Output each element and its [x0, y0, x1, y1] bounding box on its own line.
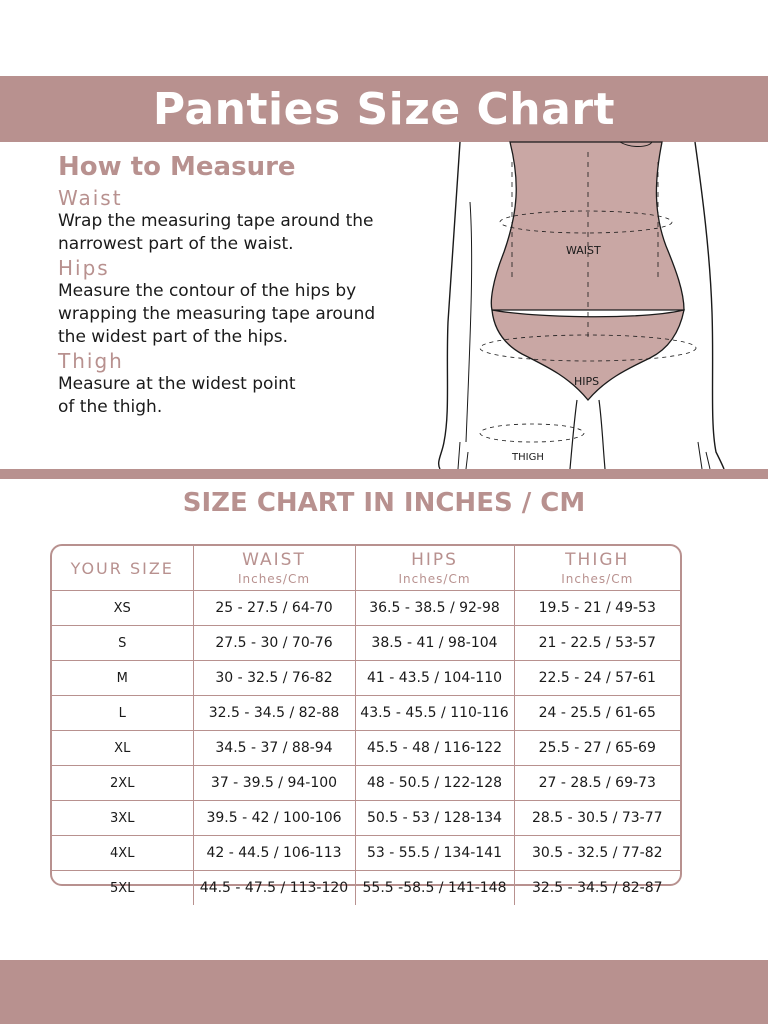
- size-cell: XS: [52, 591, 193, 626]
- waist-instruction: Wrap the measuring tape around the narrowest part of the waist.: [58, 211, 374, 254]
- thigh-cell: 27 - 28.5 / 69-73: [514, 766, 680, 801]
- table-row: [52, 731, 680, 766]
- table-row: [52, 696, 680, 731]
- table-header-row: [52, 546, 680, 591]
- thigh-cell: 22.5 - 24 / 57-61: [514, 661, 680, 696]
- thigh-heading: Thigh: [58, 349, 124, 373]
- body-measurement-illustration: [440, 142, 740, 469]
- table-row: [52, 661, 680, 696]
- hips-cell: 45.5 - 48 / 116-122: [355, 731, 514, 766]
- waist-cell: 25 - 27.5 / 64-70: [193, 591, 355, 626]
- thigh-figure-label: THIGH: [512, 452, 544, 463]
- hips-cell: 36.5 - 38.5 / 92-98: [355, 591, 514, 626]
- table-row: [52, 626, 680, 661]
- size-cell: M: [52, 661, 193, 696]
- hips-cell: 50.5 - 53 / 128-134: [355, 801, 514, 836]
- hips-cell: 41 - 43.5 / 104-110: [355, 661, 514, 696]
- waist-cell: 27.5 - 30 / 70-76: [193, 626, 355, 661]
- thigh-cell: 19.5 - 21 / 49-53: [514, 591, 680, 626]
- waist-cell: 30 - 32.5 / 76-82: [193, 661, 355, 696]
- how-to-measure-section: [58, 152, 428, 419]
- thigh-cell: 28.5 - 30.5 / 73-77: [514, 801, 680, 836]
- waist-cell: 42 - 44.5 / 106-113: [193, 836, 355, 871]
- size-chart-table: [52, 546, 680, 905]
- size-cell: L: [52, 696, 193, 731]
- column-header-waist: WAIST Inches/Cm: [193, 546, 355, 591]
- hips-cell: 55.5 -58.5 / 141-148: [355, 871, 514, 906]
- waist-heading: Waist: [58, 186, 123, 210]
- hips-cell: 43.5 - 45.5 / 110-116: [355, 696, 514, 731]
- hips-instruction: Measure the contour of the hips by wrapping the measuring tape around the widest part of the hips.: [58, 281, 376, 347]
- waist-cell: 44.5 - 47.5 / 113-120: [193, 871, 355, 906]
- column-header-size: YOUR SIZE: [52, 546, 193, 591]
- thigh-cell: 32.5 - 34.5 / 82-87: [514, 871, 680, 906]
- size-chart-title: SIZE CHART IN INCHES / CM: [182, 488, 586, 518]
- table-row: [52, 836, 680, 871]
- column-header-thigh: THIGH Inches/Cm: [514, 546, 680, 591]
- table-row: [52, 591, 680, 626]
- page-title: Panties Size Chart: [152, 83, 616, 135]
- size-cell: 3XL: [52, 801, 193, 836]
- table-row: [52, 801, 680, 836]
- table-row: [52, 766, 680, 801]
- waist-cell: 37 - 39.5 / 94-100: [193, 766, 355, 801]
- waist-cell: 39.5 - 42 / 100-106: [193, 801, 355, 836]
- size-cell: 5XL: [52, 871, 193, 906]
- size-cell: 4XL: [52, 836, 193, 871]
- thigh-cell: 25.5 - 27 / 65-69: [514, 731, 680, 766]
- column-header-hips: HIPS Inches/Cm: [355, 546, 514, 591]
- thigh-cell: 21 - 22.5 / 53-57: [514, 626, 680, 661]
- waist-cell: 32.5 - 34.5 / 82-88: [193, 696, 355, 731]
- hips-cell: 53 - 55.5 / 134-141: [355, 836, 514, 871]
- thigh-cell: 24 - 25.5 / 61-65: [514, 696, 680, 731]
- hips-cell: 38.5 - 41 / 98-104: [355, 626, 514, 661]
- body-figure-svg: [440, 142, 740, 469]
- size-cell: S: [52, 626, 193, 661]
- size-cell: 2XL: [52, 766, 193, 801]
- hips-heading: Hips: [58, 256, 110, 280]
- how-to-measure-title: How to Measure: [58, 152, 296, 182]
- size-chart-table-container: [50, 544, 682, 896]
- section-divider: [0, 469, 768, 479]
- hips-cell: 48 - 50.5 / 122-128: [355, 766, 514, 801]
- waist-figure-label: WAIST: [566, 244, 601, 257]
- thigh-instruction: Measure at the widest point of the thigh.: [58, 374, 296, 417]
- footer-band: [0, 960, 768, 1024]
- table-row: [52, 871, 680, 906]
- thigh-cell: 30.5 - 32.5 / 77-82: [514, 836, 680, 871]
- waist-cell: 34.5 - 37 / 88-94: [193, 731, 355, 766]
- hips-figure-label: HIPS: [574, 375, 600, 388]
- size-cell: XL: [52, 731, 193, 766]
- title-banner: [0, 76, 768, 142]
